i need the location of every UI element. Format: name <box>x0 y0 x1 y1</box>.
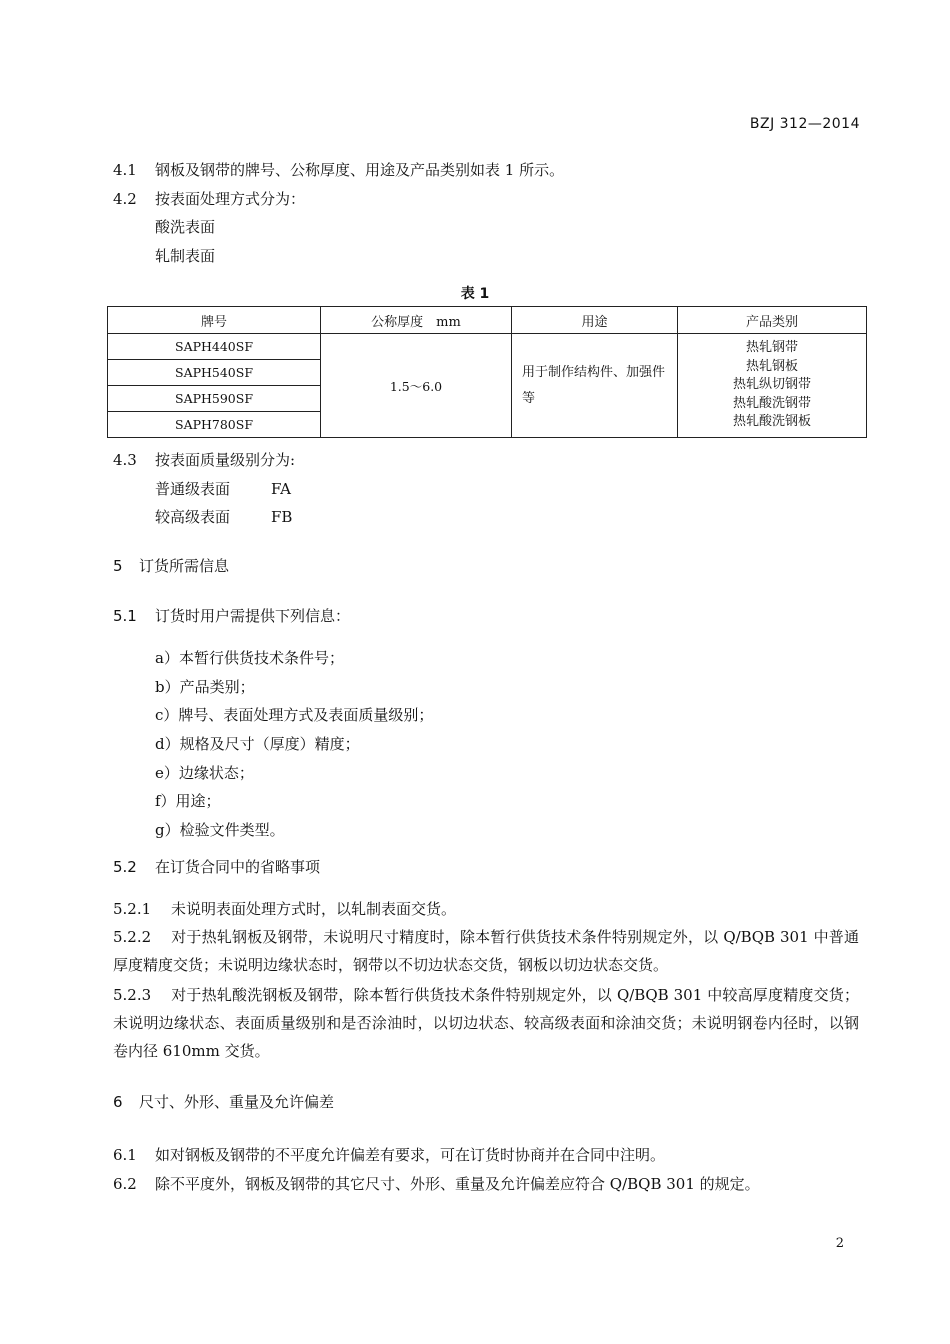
category-item: 热轧钢带 <box>745 340 798 356</box>
list-item: e）边缘状态； <box>155 764 254 782</box>
clause-number: 5.2 <box>113 858 137 876</box>
list-item <box>155 479 291 499</box>
surface-grade-name: 较高级表面 <box>155 508 231 526</box>
clause-5-1-heading <box>113 606 350 626</box>
category-item: 热轧纵切钢带 <box>732 377 811 393</box>
grade-cell: SAPH590SF <box>108 386 321 412</box>
grade-cell: SAPH440SF <box>108 334 321 360</box>
list-item: d）规格及尺寸（厚度）精度； <box>155 735 360 753</box>
surface-grade-code: FB <box>271 508 293 526</box>
document-code: BZJ 312—2014 <box>749 116 860 132</box>
grade-cell: SAPH780SF <box>108 412 321 438</box>
clause-text: 对于热轧钢板及钢带，未说明尺寸精度时，除本暂行供货技术条件特别规定外，以 Q/BQB 301 中普通厚度精度交货；未说明边缘状态时，钢带以不切边状态交货，钢板以切边状态交货。 <box>113 928 859 974</box>
table-title: 表 1 <box>460 286 490 302</box>
clause-number: 5.2.3 <box>113 986 152 1004</box>
surface-grade-name: 普通级表面 <box>155 480 231 498</box>
category-item: 热轧钢板 <box>745 358 798 374</box>
clause-text: 按表面质量级别分为: <box>155 451 296 469</box>
clause-5-2-heading <box>113 857 320 877</box>
clause-text: 未说明表面处理方式时，以轧制表面交货。 <box>171 900 457 918</box>
table-row <box>108 334 867 360</box>
list-item: g）检验文件类型。 <box>155 821 285 839</box>
table-header-row <box>108 307 867 334</box>
clause-text: 按表面处理方式分为： <box>155 190 306 208</box>
section-title: 订货所需信息 <box>139 557 230 575</box>
table-header-cell: 用途 <box>512 307 678 334</box>
clause-4-1 <box>113 160 564 180</box>
table-header-cell: 牌号 <box>108 307 321 334</box>
category-item: 热轧酸洗钢带 <box>732 395 811 411</box>
list-item: b）产品类别； <box>155 678 255 696</box>
clause-title: 在订货合同中的省略事项 <box>155 858 321 876</box>
section-5-heading <box>113 556 229 576</box>
table-header-cell: 产品类别 <box>678 307 867 334</box>
clause-text: 除不平度外，钢板及钢带的其它尺寸、外形、重量及允许偏差应符合 Q/BQB 301 的规定。 <box>155 1175 760 1193</box>
section-6-heading <box>113 1092 334 1112</box>
clause-number: 6.1 <box>113 1146 137 1164</box>
clause-5-2-3 <box>113 981 859 1065</box>
clause-text: 如对钢板及钢带的不平度允许偏差有要求，可在订货时协商并在合同中注明。 <box>155 1146 666 1164</box>
list-item: f）用途； <box>155 792 221 810</box>
clause-number: 5.2.1 <box>113 900 152 918</box>
clause-5-2-2 <box>113 923 859 979</box>
category-cell <box>678 334 867 438</box>
list-item <box>155 507 292 527</box>
category-item: 热轧酸洗钢板 <box>732 414 811 430</box>
list-item: 轧制表面 <box>155 247 216 265</box>
list-item: 酸洗表面 <box>155 218 216 236</box>
list-item: a）本暂行供货技术条件号； <box>155 649 344 667</box>
page-number: 2 <box>835 1236 844 1251</box>
grade-table <box>107 306 867 438</box>
clause-number: 4.2 <box>113 190 137 208</box>
table-header-cell: 公称厚度 mm <box>321 307 512 334</box>
grade-cell: SAPH540SF <box>108 360 321 386</box>
clause-text: 对于热轧酸洗钢板及钢带，除本暂行供货技术条件特别规定外，以 Q/BQB 301 中较高厚度精度交货；未说明边缘状态、表面质量级别和是否涂油时，以切边状态、较高级表面和涂油交货；未说明钢卷内径时，以钢卷内径 610mm 交货。 <box>113 986 859 1060</box>
clause-number: 5.1 <box>113 607 137 625</box>
section-number: 5 <box>113 557 123 575</box>
clause-4-2 <box>113 189 305 209</box>
surface-grade-code: FA <box>271 480 291 498</box>
usage-cell: 用于制作结构件、加强件等 <box>512 334 678 438</box>
clause-number: 4.1 <box>113 161 137 179</box>
list-item: c）牌号、表面处理方式及表面质量级别； <box>155 706 434 724</box>
thickness-cell: 1.5～6.0 <box>321 334 512 438</box>
clause-6-1 <box>113 1145 665 1165</box>
clause-number: 4.3 <box>113 451 137 469</box>
clause-6-2 <box>113 1174 760 1194</box>
clause-4-3 <box>113 450 295 470</box>
clause-number: 5.2.2 <box>113 928 152 946</box>
section-number: 6 <box>113 1093 123 1111</box>
clause-5-2-1 <box>113 899 456 919</box>
section-title: 尺寸、外形、重量及允许偏差 <box>139 1093 335 1111</box>
clause-text: 钢板及钢带的牌号、公称厚度、用途及产品类别如表 1 所示。 <box>155 161 565 179</box>
clause-title: 订货时用户需提供下列信息： <box>155 607 351 625</box>
clause-number: 6.2 <box>113 1175 137 1193</box>
